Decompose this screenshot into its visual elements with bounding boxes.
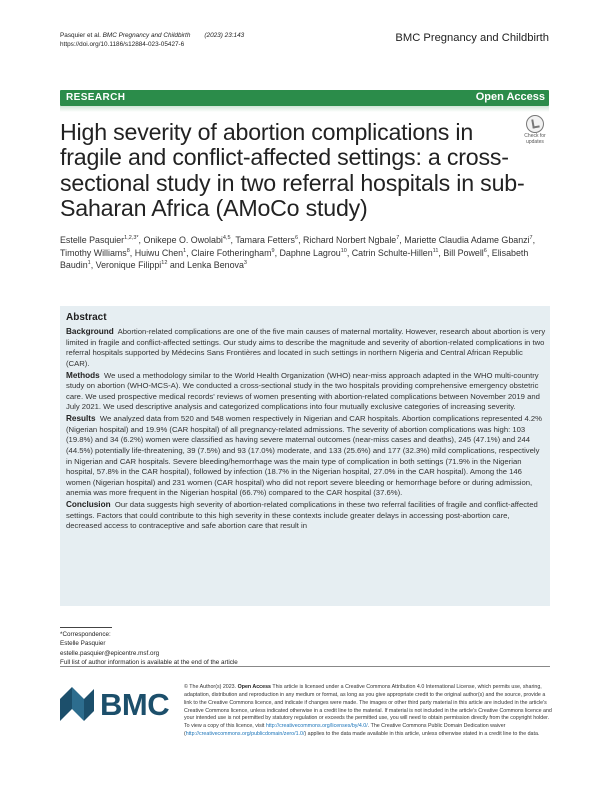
- article-title: High severity of abortion complications in fragile and conflict-affected settings: a cross-sectional study in two referral hospitals in sub-Saharan Africa (AMoCo study): [60, 119, 525, 221]
- journal-name: BMC Pregnancy and Childbirth: [395, 32, 549, 44]
- bmc-logo: [60, 687, 190, 729]
- author-affiliation: 4,5: [222, 235, 231, 242]
- license-open-access: Open Access: [237, 684, 271, 690]
- section-text-results: We analyzed data from 520 and 548 women respectively in Nigerian and CAR hospitals. Abortion complications represented 4.2% (Nigerian hospital) and 19.9% (CAR hospital) of all pregnancy-related admissions. The severity of abortion complications was high: 103 (19.8%) and 34 (6.2%) women were classified as having severe maternal outcomes (near-miss cases and deaths), 245 (47.1%) and 244 (44.5%) potentially life-threatening, 39 (7.5%) and 93 (17.0%) moderate, and 133 (25.6%) and 177 (32.3%) mild complications, respectively in Nigerian and CAR hospitals. Severe bleeding/hemorrhage was the main type of complication in both settings (71.9% in the Nigerian hospital, 57.8% in the CAR hospital), followed by infection (18.7% in the Nigerian hospital, 27.0% in the CAR hospital). Among the 146 women (Nigerian hospital) and 231 women (CAR hospital) who did not report severe bleeding or hemorrhage before or during admission, anemia was more frequent in the Nigerian hospital (66.7%) compared to the CAR hospital (37.6%).: [66, 414, 542, 498]
- author-name[interactable]: Claire Fotheringham: [191, 247, 272, 258]
- author-affiliation: 1,2,3*: [124, 235, 139, 242]
- author-name[interactable]: Estelle Pasquier: [60, 235, 125, 245]
- section-label-background: Background: [66, 327, 114, 336]
- abstract-results: [66, 414, 546, 498]
- cite-authors: Pasquier et al.: [60, 32, 101, 39]
- author-affiliation: 12: [161, 260, 168, 267]
- author-name[interactable]: Mariette Claudia Adame Gbanzi: [404, 235, 530, 245]
- section-text-background: Abortion-related complications are one of the five main causes of maternal mortality. However, research about abortion is very limited in fragile and conflict-affected settings. Our study aims to describe the magnitude and severity of abortion-related complications in two referral hospitals supported by Médecins Sans Frontières and located in such settings in northern Nigeria and Central African Republic (CAR).: [66, 327, 546, 368]
- section-label-results: Results: [66, 414, 96, 424]
- author-affiliation: 7: [396, 235, 400, 242]
- author-name[interactable]: Bill Powell: [443, 247, 484, 258]
- author-list: Estelle Pasquier$^{1,2,3*}$, Onikepe O. Owolabi$^{4,5}$, Tamara Fetters$^6$, Richard Norbert Ngbale$^7$, Mariette Claudia Adame Gbanzi$^7$, Timothy Williams$^8$, Huiwu Chen$^1$, Claire Fotheringham$^9$, Daphne Lagrou$^{10}$, Catrin Schulte-Hillen$^{11}$, Bill Powell$^6$, Elisabeth Baudin$^1$, Veronique Filippi$^{12}$ and Lenka Benova$^3$: [60, 235, 536, 271]
- section-label: RESEARCH: [66, 92, 126, 103]
- author-affiliation: 1: [183, 247, 187, 254]
- author-name[interactable]: Daphne Lagrou: [279, 247, 341, 258]
- author-name[interactable]: Timothy Williams: [60, 247, 127, 258]
- correspondence-name: Estelle Pasquier: [60, 640, 106, 648]
- bar-shadow: [60, 106, 549, 112]
- license-divider: [60, 666, 550, 667]
- author-affiliation: 6: [483, 247, 487, 254]
- author-affiliation: 6: [295, 235, 299, 242]
- license-body: This article is licensed under a Creative Commons Attribution 4.0 International License, which permits use, sharing, adaptation, distribution and reproduction in any medium or format, as long as you give appropriate credit to the original author(s) and the source, provide a link to the Creative Commons licence, and indicate if changes were made. The images or other third party material in this article are included in the article's Creative Commons licence, unless indicated otherwise in a credit line to the material. If material is not included in the article's Creative Commons licence and your intended use is not permitted by statutory regulation or exceeds the permitted use, you will need to obtain permission directly from the copyright holder. To view a copy of this licence, visit: [184, 684, 552, 730]
- doi-link[interactable]: https://doi.org/10.1186/s12884-023-05427-6: [60, 41, 185, 48]
- check-updates-label: Check for updates: [524, 133, 546, 145]
- cite-year: (2023) 23:143: [204, 32, 245, 39]
- author-info-note: Full list of author information is available at the end of the article: [60, 659, 238, 667]
- license-body-3: ) applies to the data made available in this article, unless otherwise stated in a credit line to the data.: [304, 731, 540, 738]
- section-label-methods: Methods: [66, 370, 100, 380]
- citation: [60, 31, 244, 49]
- author-name[interactable]: Catrin Schulte-Hillen: [351, 247, 433, 258]
- author-affiliation: 11: [432, 247, 439, 254]
- author-name[interactable]: Tamara Fetters: [235, 235, 295, 245]
- abstract-methods: [66, 371, 546, 413]
- section-label-conclusion: Conclusion: [66, 500, 111, 510]
- correspondence-label: *Correspondence:: [60, 631, 111, 638]
- waiver-url[interactable]: http://creativecommons.org/publicdomain/zero/1.0/: [185, 731, 305, 738]
- license-url[interactable]: http://creativecommons.org/licenses/by/4.0/: [265, 723, 368, 730]
- author-affiliation: 8: [126, 247, 130, 254]
- abstract-heading: Abstract: [66, 312, 107, 323]
- author-affiliation: 9: [271, 247, 275, 254]
- author-name[interactable]: Veronique Filippi: [95, 260, 162, 271]
- footnote-divider: [60, 627, 112, 628]
- correspondence-email[interactable]: estelle.pasquier@epicentre.msf.org: [60, 649, 160, 657]
- abstract-box: [60, 306, 550, 606]
- section-text-conclusion: Our data suggests high severity of abortion-related complications in these two referral facilities of fragile and conflict-affected settings. Factors that could contribute to this high severity in these contexts include greater delays in accessing post-abortion care, decreased access to contraceptive and safe abortion care that result in: [66, 500, 538, 531]
- footnote: [60, 630, 238, 668]
- bmc-logo-text: BMC: [100, 687, 170, 722]
- author-affiliation: 1: [87, 260, 91, 267]
- author-name[interactable]: Elisabeth Baudin: [60, 247, 529, 271]
- author-name[interactable]: Huiwu Chen: [134, 247, 184, 258]
- author-affiliation: 7: [529, 235, 533, 242]
- license-text: [184, 684, 552, 739]
- author-name[interactable]: Richard Norbert Ngbale: [303, 235, 397, 245]
- research-bar: [60, 90, 549, 106]
- abstract-conclusion: [66, 500, 546, 532]
- abstract-body: [66, 327, 546, 533]
- license-body-2: . The Creative Commons Public Domain Dedication waiver (: [184, 723, 506, 738]
- author-name[interactable]: Lenka Benova: [187, 260, 244, 271]
- license-lead: © The Author(s) 2023.: [184, 684, 237, 690]
- section-text-methods: We used a methodology similar to the World Health Organization (WHO) near-miss approach adapted in the WHO multi-country study on abortion (WHO-MCS-A). We conducted a cross-sectional study in the two hospitals providing comprehensive emergency obstetric care. We used prospective medical records' reviews of women presenting with abortion-related complications between November 2019 and July 2021. We used descriptive analysis and categorized complications into four mutually exclusive categories of increasing severity.: [66, 370, 540, 412]
- author-name[interactable]: Onikepe O. Owolabi: [143, 235, 223, 245]
- bmc-logo-icon: [60, 687, 94, 721]
- author-affiliation: 10: [340, 247, 347, 254]
- author-affiliation: 3: [243, 260, 247, 267]
- abstract-background: [66, 327, 546, 369]
- cite-journal: BMC Pregnancy and Childbirth: [102, 32, 191, 39]
- open-access-label: Open Access: [475, 91, 545, 103]
